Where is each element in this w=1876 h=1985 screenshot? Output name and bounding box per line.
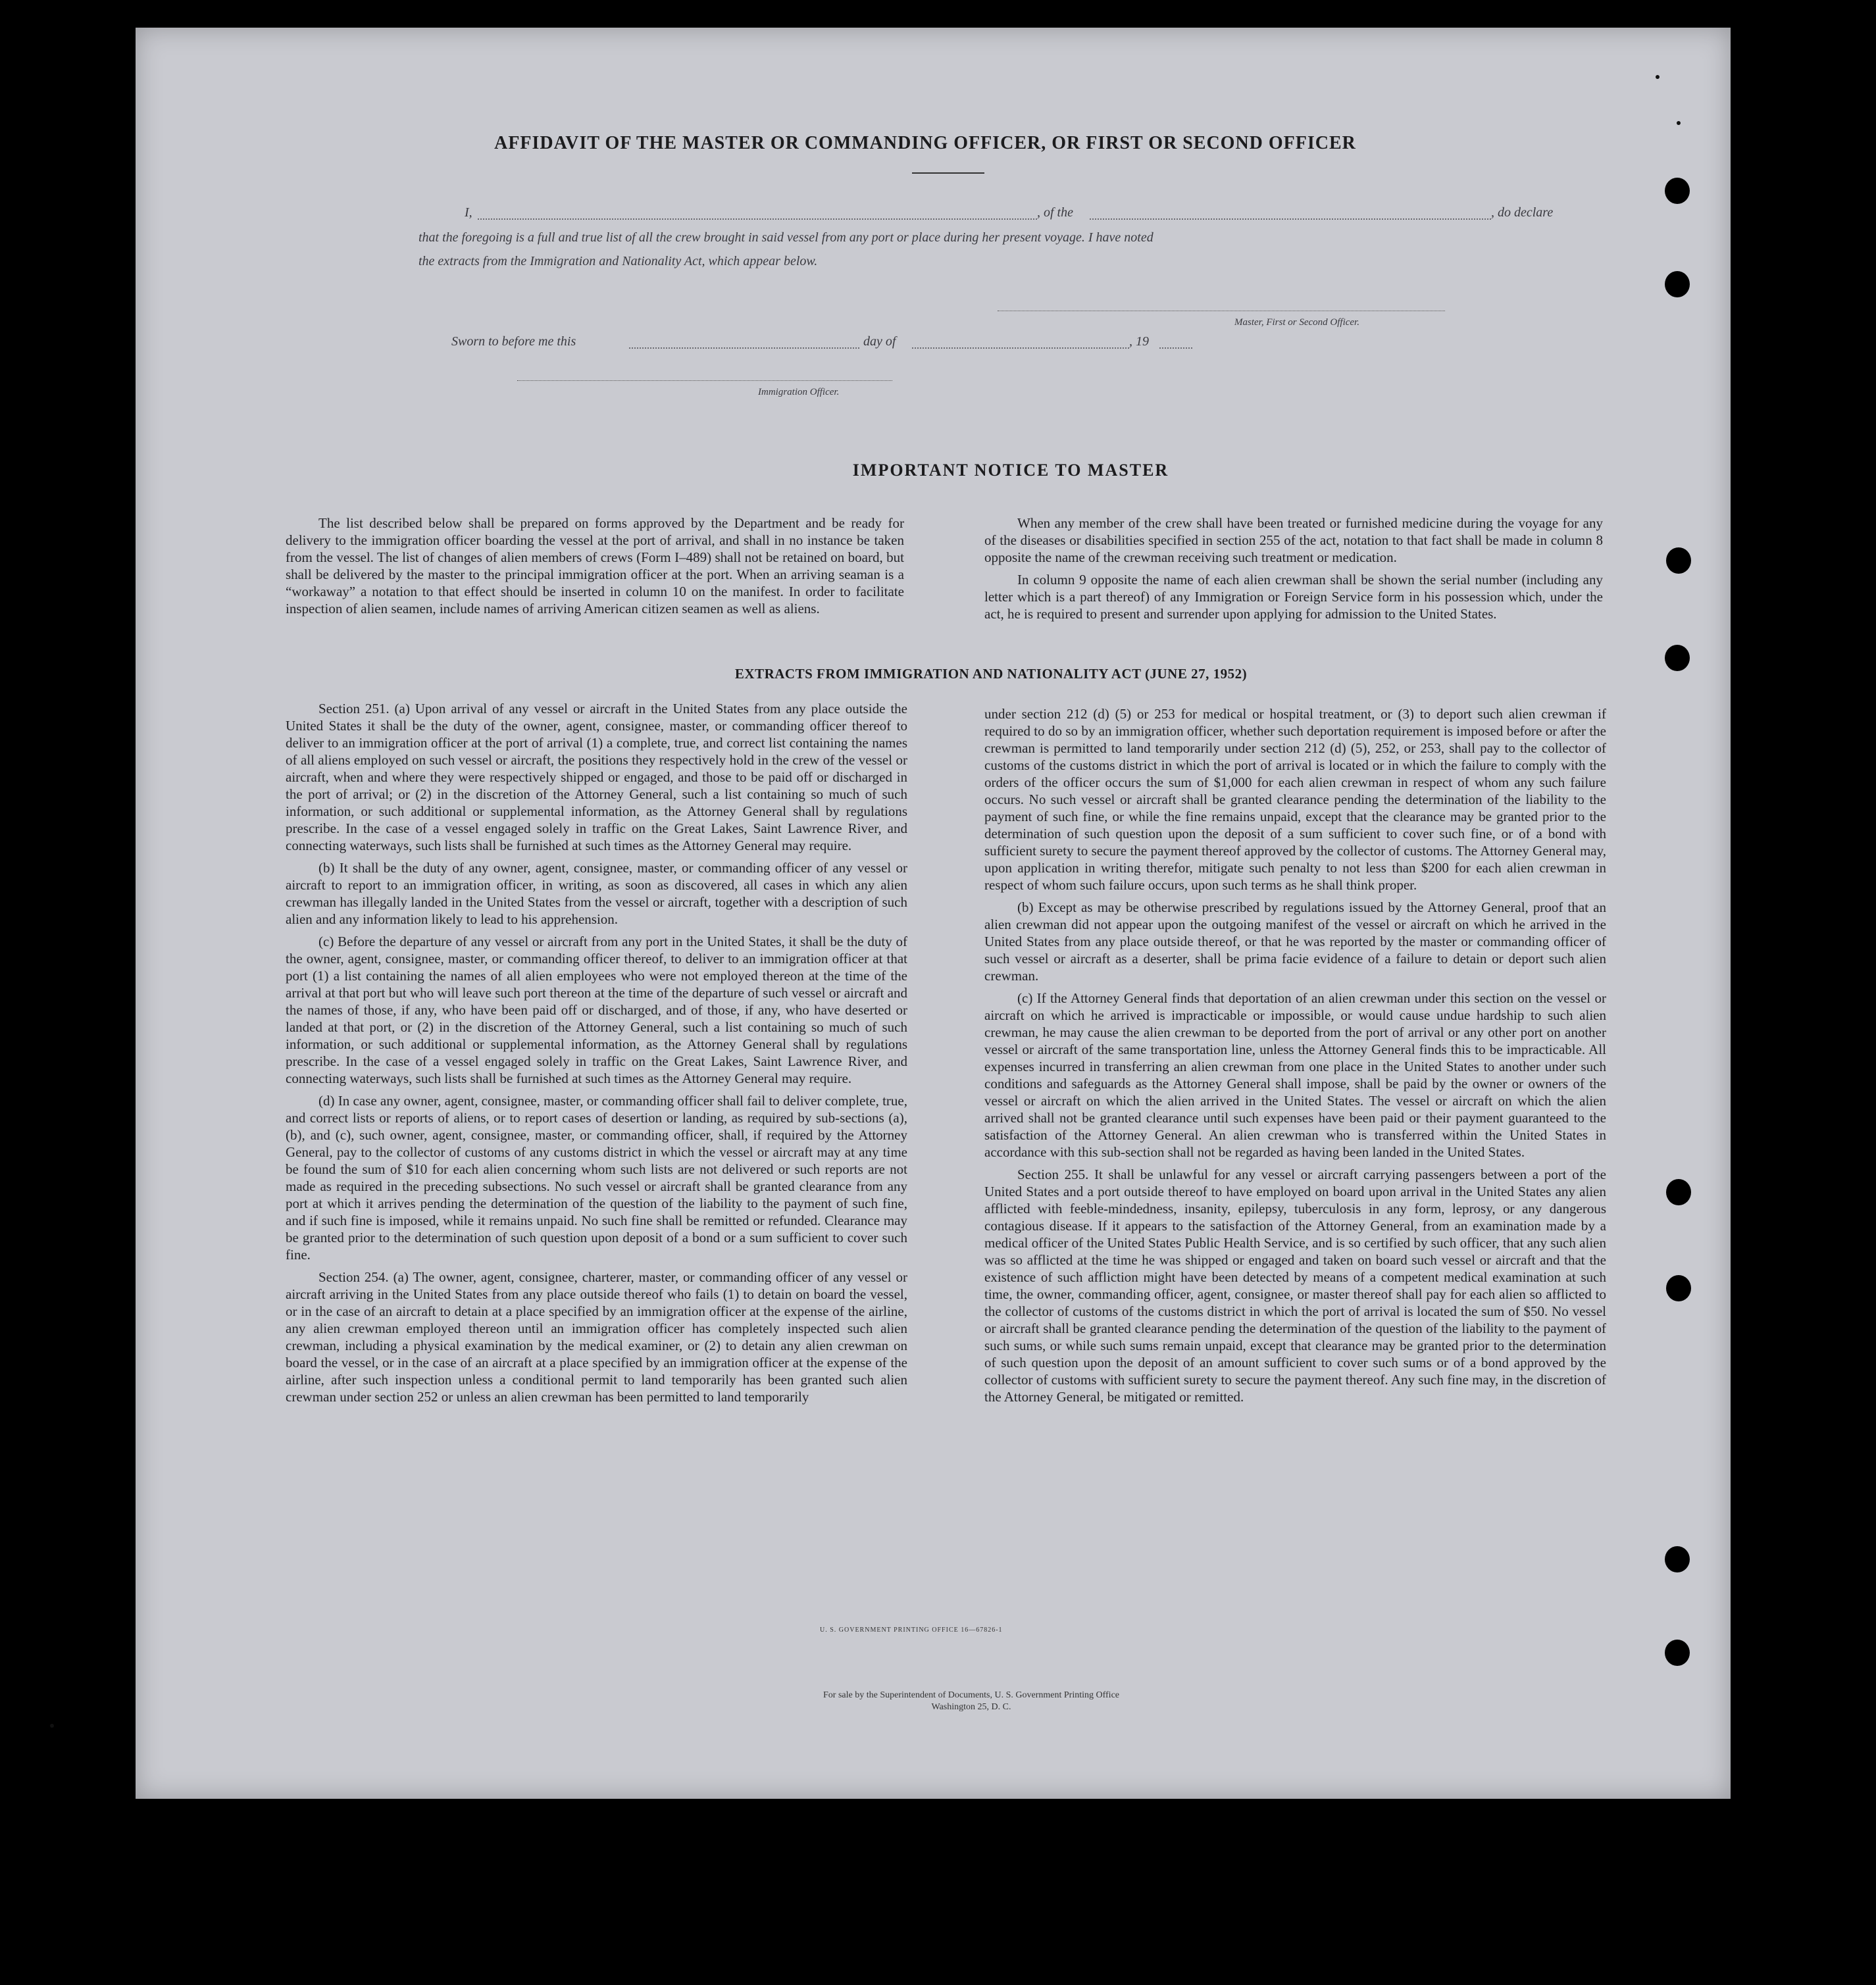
section-paragraph: Section 251. (a) Upon arrival of any vessel or aircraft in the United States from any place outside the United States it shall be the duty of the owner, agent, consignee, master, or commanding officer thereof to deliver to an immigration officer at the port of arrival (1) a complete, true, and correct list containing the names of all aliens employed on such vessel or aircraft, the positions they respectively hold in the crew of the vessel or aircraft, when and where they were respectively shipped or engaged, and those to be paid off or discharged in the port of arrival; or (2) in the discretion of the Attorney General, such a list containing so much of such information, or such additional or supplemental information, as the Attorney General shall by regulations prescribe. In the case of a vessel engaged solely in traffic on the Great Lakes, Saint Lawrence River, and connecting waterways, such lists shall be furnished at such times as the Attorney General may require.: [286, 701, 907, 853]
notice-paragraph: The list described below shall be prepared on forms approved by the Department and be ready for delivery to the immigration officer boarding the vessel at the port of arrival, and shall in no instance be taken from the vessel. The list of changes of alien members of crews (Form I–489) shall not be retained on board, but shall be delivered by the master to the principal immigration officer at the port. When an arriving seaman is a “workaway” a notation to that effect should be inserted in column 10 on the manifest. In order to facilitate inspection of alien seamen, include names of arriving American citizen seamen as well as aliens.: [286, 515, 904, 616]
section-paragraph: Section 255. It shall be unlawful for any vessel or aircraft carrying passengers between a port of the United States and a port outside thereof to have employed on board upon arrival in the United States any alien afflicted with feeble-mindedness, insanity, epilepsy, tuberculosis in any form, leprosy, or any dangerous contagious disease. If it appears to the satisfaction of the Attorney General, from an examination made by a medical officer of the United States Public Health Service, and is so certified by such officer, that any such alien was so afflicted at the time he was shipped or engaged and taken on board such vessel or aircraft and that the existence of such affliction might have been detected by means of a competent medical examination at such time, the owner, commanding officer, agent, consignee, or master thereof shall pay for each alien so afflicted to the collector of customs of the customs district in which the port of arrival is located the sum of $50. No vessel or aircraft shall be granted clearance pending the determination of the question of the liability to the payment of such sums, or while such sums remain unpaid, except that clearance may be granted prior to the determination of such question upon the deposit of an amount sufficient to cover such sums or of a bond approved by the collector of customs with sufficient surety to secure the payment thereof. Any such fine may, in the discretion of the Attorney General, be mitigated or remitted.: [984, 1167, 1606, 1405]
name-blank: [478, 218, 1037, 220]
extracts-right-column: [984, 705, 1606, 1411]
affidavit-i-label: I,: [465, 205, 472, 220]
punch-hole: [1665, 1546, 1690, 1572]
section-paragraph: under section 212 (d) (5) or 253 for medical or hospital treatment, or (3) to deport such alien crewman if required to do so by an immigration officer, whether such deportation requirement is imposed before or after the crewman is permitted to land temporarily under section 212 (d) (5), 252, or 253, shall pay to the collector of customs of the customs district in which the port of arrival is located or in which the failure to comply with the orders of the officer occurs the sum of $1,000 for each alien crewman in respect of whom any such failure occurs. No such vessel or aircraft shall be granted clearance pending the determination of the liability to the payment of such fine, or while the fine remains unpaid, except that the clearance may be granted prior to the determination of such question upon the deposit of a sum sufficient to cover such fine, or of a bond with sufficient surety to secure the payment thereof approved by the collector of customs. The Attorney General may, upon application in writing therefor, mitigate such penalty to not less than $200 for each alien crewman in respect of whom such failure occurs, upon such terms as he shall think proper.: [984, 706, 1606, 893]
affidavit-declare-label: , do declare: [1491, 205, 1554, 220]
punch-hole: [1665, 645, 1690, 671]
section-paragraph: (b) Except as may be otherwise prescribed by regulations issued by the Attorney General, proof that an alien crewman did not appear upon the outgoing manifest of the vessel or aircraft on which he arrived in the United States from any place outside thereof, or that he was reported by the master or commanding officer of such vessel or aircraft as a deserter, shall be prima facie evidence of a failure to detain or deport such alien crewman.: [984, 899, 1606, 984]
section-paragraph: (b) It shall be the duty of any owner, agent, consignee, master, or commanding officer of any vessel or aircraft to report to an immigration officer, in writing, as soon as discovered, all cases in which any alien crewman has illegally landed in the United States from the vessel or aircraft, together with a description of such alien and any information likely to lead to his apprehension.: [286, 860, 907, 927]
sworn-label: Sworn to before me this: [451, 334, 576, 349]
punch-hole: [1666, 547, 1691, 574]
affidavit-title: AFFIDAVIT OF THE MASTER OR COMMANDING OFFICER, OR FIRST OR SECOND OFFICER: [494, 133, 1356, 153]
document-page: [136, 28, 1731, 1799]
punch-hole: [1666, 1275, 1691, 1301]
affidavit-statement-line: that the foregoing is a full and true list of all the crew brought in said vessel from any port or place during her present voyage. I have noted: [418, 230, 1153, 245]
month-blank: [912, 347, 1129, 349]
affidavit-of-label: , of the: [1037, 205, 1073, 220]
notice-title: IMPORTANT NOTICE TO MASTER: [852, 461, 1169, 480]
day-of-label: day of: [863, 334, 896, 349]
sworn-date-blank: [629, 347, 859, 349]
scan-speck: [1656, 75, 1660, 79]
punch-hole: [1665, 1640, 1690, 1666]
gpo-imprint: U. S. GOVERNMENT PRINTING OFFICE 16—67826-1: [820, 1626, 1003, 1634]
notice-paragraph: When any member of the crew shall have been treated or furnished medicine during the voyage for any of the diseases or disabilities specified in section 255 of the act, notation to that fact shall be made in column 8 opposite the name of the crewman receiving such treatment or medication.: [984, 515, 1603, 565]
year-label: , 19: [1129, 334, 1149, 349]
vessel-blank: [1090, 218, 1491, 220]
extracts-title: EXTRACTS FROM IMMIGRATION AND NATIONALITY ACT (JUNE 27, 1952): [734, 666, 1248, 682]
punch-hole: [1666, 1179, 1691, 1205]
section-paragraph: (c) Before the departure of any vessel or aircraft from any port in the United States, it shall be the duty of the owner, agent, consignee, master, or commanding officer thereof, to deliver to an immigration officer at that port (1) a list containing the names of all alien employees who were not employed thereon at the time of the arrival at that port but who will leave such port thereon at the time of the departure of such vessel or aircraft and the names of those, if any, who have been paid off or discharged, and of those, if any, who have deserted or landed at that port, or (2) in the discretion of the Attorney General, such a list containing so much of such information, or such additional or supplemental information, as the Attorney General shall by regulations prescribe. In the case of a vessel engaged solely in traffic on the Great Lakes, Saint Lawrence River, and connecting waterways, such lists shall be furnished at such times as the Attorney General may require.: [286, 934, 907, 1086]
section-paragraph: Section 254. (a) The owner, agent, consignee, charterer, master, or commanding officer of any vessel or aircraft arriving in the United States from any place outside thereof who fails (1) to detain on board the vessel, or in the case of an aircraft to detain at a place specified by an immigration officer at the expense of the airline, any alien crewman employed thereon until an immigration officer has completely inspected such alien crewman, including a physical examination by the medical examiner, or (2) to detain any alien crewman on board the vessel, or in the case of an aircraft at a place specified by an immigration officer at the expense of the airline, after such inspection unless a conditional permit to land temporarily has been granted such alien crewman under section 252 or unless an alien crewman has been permitted to land temporarily: [286, 1269, 907, 1405]
punch-hole: [1665, 271, 1690, 297]
notice-left-column: [286, 515, 904, 622]
sale-line-1: For sale by the Superintendent of Documents, U. S. Government Printing Office: [823, 1690, 1119, 1700]
affidavit-extracts-line: the extracts from the Immigration and Nationality Act, which appear below.: [418, 254, 818, 268]
title-underline: [912, 172, 984, 174]
sale-imprint: [675, 1690, 1267, 1713]
officer-signature-line: [517, 380, 892, 381]
section-paragraph: (c) If the Attorney General finds that deportation of an alien crewman under this section on the vessel or aircraft on which he arrived is impracticable or impossible, or would cause undue hardship to such alien crewman, he may cause the alien crewman to be deported from the port of arrival or any other port on another vessel or aircraft of the same transportation line, unless the Attorney General finds this to be impracticable. All expenses incurred in transferring an alien crewman from one place in the United States to another under such conditions and safeguards as the Attorney General shall impose, shall be paid by the owner or owners of the vessel or aircraft on which the alien arrived in the United States. The vessel or aircraft on which the alien arrived shall not be granted clearance until such expenses have been paid or their payment guaranteed to the satisfaction of the Attorney General. An alien crewman who is transferred within the United States in accordance with this sub-section shall not be regarded as having been landed in the United States.: [984, 990, 1606, 1160]
notice-right-column: [984, 515, 1603, 628]
notice-paragraph: In column 9 opposite the name of each alien crewman shall be shown the serial number (including any letter which is a part thereof) of any Immigration or Foreign Service form in his possession which, under the act, he is required to present and surrender upon applying for admission to the United States.: [984, 572, 1603, 622]
punch-hole: [1665, 178, 1690, 204]
officer-caption: Immigration Officer.: [758, 387, 840, 397]
master-caption: Master, First or Second Officer.: [1234, 317, 1359, 328]
section-paragraph: (d) In case any owner, agent, consignee, master, or commanding officer shall fail to deliver complete, true, and correct lists or reports of aliens, or to report cases of desertion or landing, as required by sub-sections (a), (b), and (c), such owner, agent, consignee, master, or commanding officer, shall, if required by the Attorney General, pay to the collector of customs of any customs district in which the vessel or aircraft may at any time be found the sum of $10 for each alien concerning whom such lists are not delivered or such reports are not made as required in the preceding subsections. No such vessel or aircraft shall be granted clearance from any port at which it arrives pending the determination of the question of the liability to the payment of such fine, and if such fine is imposed, while it remains unpaid. No such fine shall be remitted or refunded. Clearance may be granted prior to the determination of such question upon deposit of a bond or a sum sufficient to cover such fine.: [286, 1093, 907, 1263]
scan-speck: [50, 1724, 54, 1728]
extracts-left-column: [286, 700, 907, 1411]
sale-line-2: Washington 25, D. C.: [931, 1702, 1011, 1712]
scan-speck: [1677, 121, 1681, 125]
year-blank: [1159, 347, 1192, 349]
